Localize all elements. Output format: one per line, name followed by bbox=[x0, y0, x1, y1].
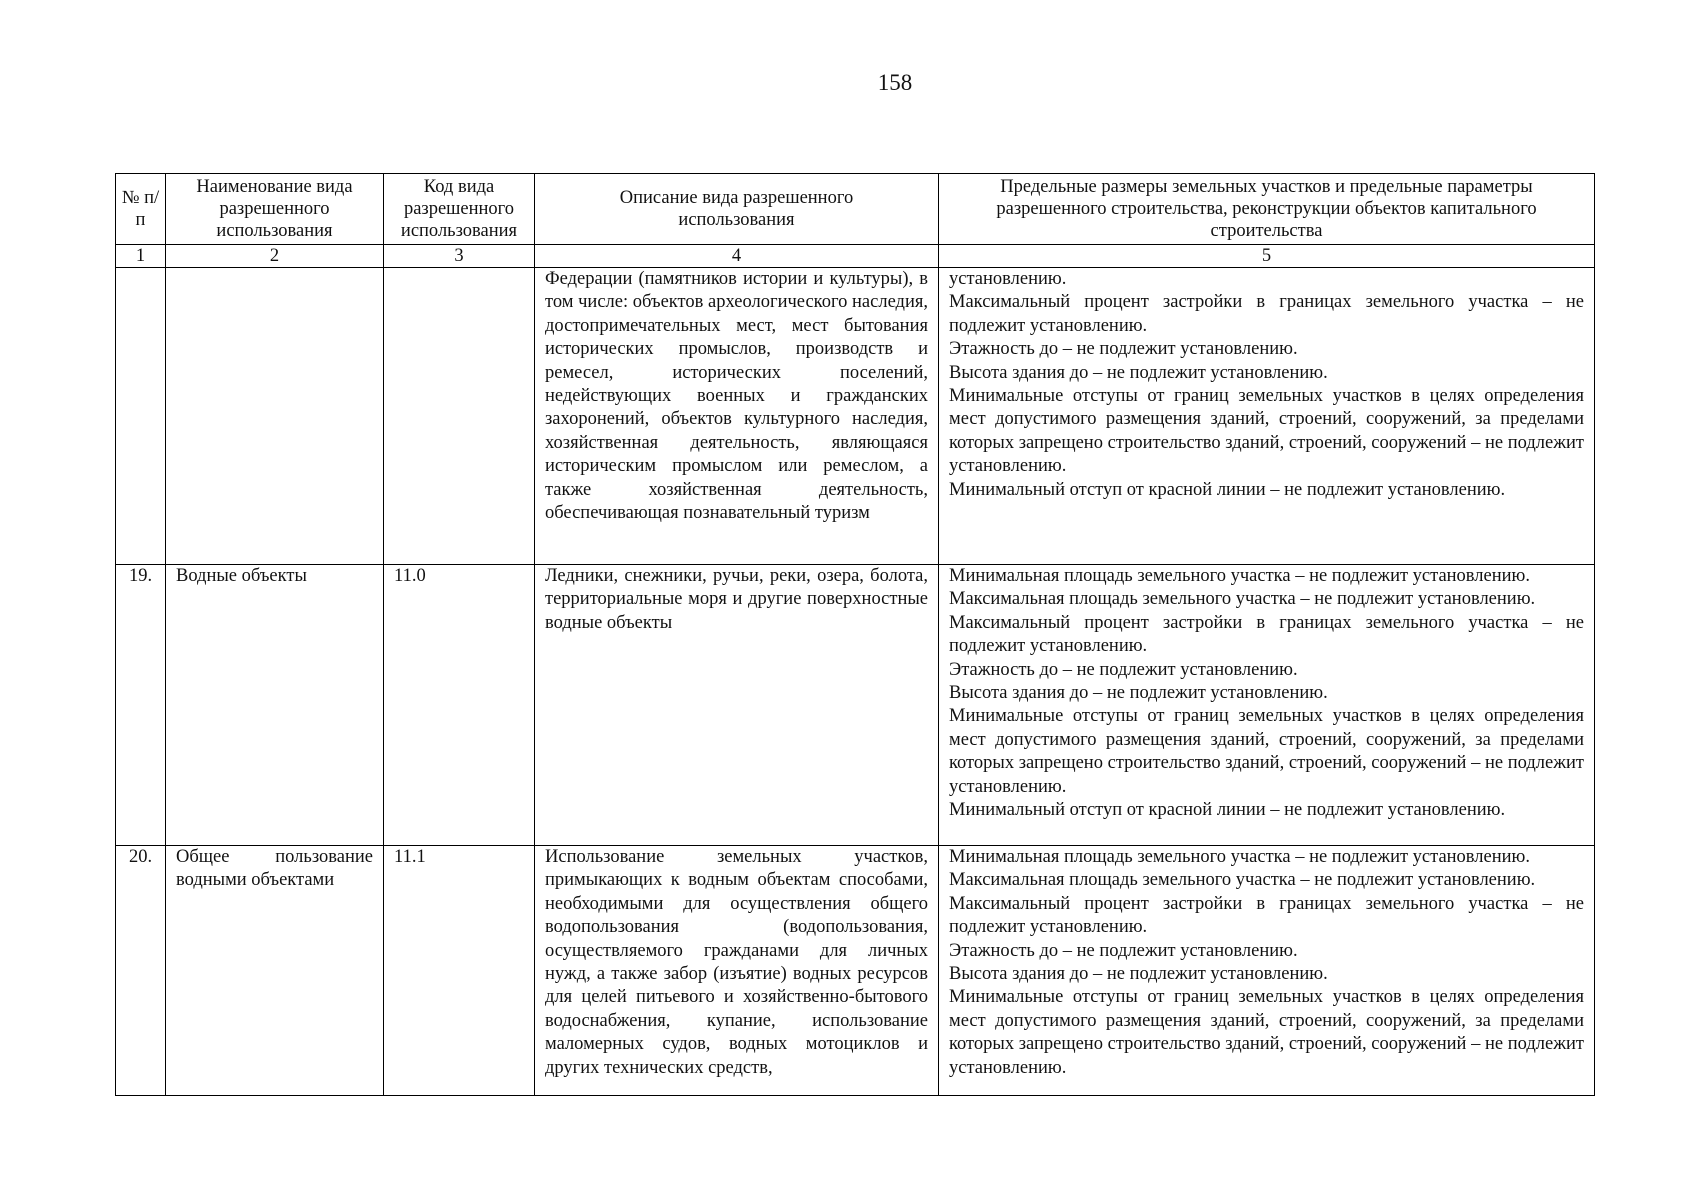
row-number: 20. bbox=[116, 846, 166, 1096]
column-number-row bbox=[116, 245, 1595, 268]
header-name: Наименование вида разрешенного использования bbox=[166, 174, 384, 245]
param-line: Максимальный процент застройки в границах земельного участка – не подлежит установлению. bbox=[949, 893, 1584, 938]
param-line: Максимальная площадь земельного участка – не подлежит установлению. bbox=[949, 589, 1536, 610]
row-params bbox=[939, 268, 1595, 565]
param-line: Минимальные отступы от границ земельных участков в целях определения мест допустимого размещения зданий, строений, сооружений, за пределами которых запрещено строительство зданий, строений, сооружений – не подлежит установлению. bbox=[949, 987, 1584, 1078]
row-description: Ледники, снежники, ручьи, реки, озера, болота, территориальные моря и другие поверхностные водные объекты bbox=[535, 565, 939, 846]
param-line: Максимальный процент застройки в границах земельного участка – не подлежит установлению. bbox=[949, 292, 1584, 336]
page-number: 158 bbox=[877, 70, 913, 95]
column-number: 1 bbox=[116, 245, 166, 268]
param-line: Максимальная площадь земельного участка – не подлежит установлению. bbox=[949, 870, 1536, 891]
header-code: Код вида разрешенного использования bbox=[384, 174, 535, 245]
row-name: Общее пользование водными объектами bbox=[166, 846, 384, 1096]
header-description: Описание вида разрешенного использования bbox=[535, 174, 939, 245]
column-number: 2 bbox=[166, 245, 384, 268]
param-line: Минимальный отступ от красной линии – не подлежит установлению. bbox=[949, 479, 1506, 500]
row-params bbox=[939, 846, 1595, 1096]
row-number bbox=[116, 268, 166, 565]
table-row bbox=[116, 846, 1595, 1096]
row-name: Водные объекты bbox=[166, 565, 384, 846]
column-number: 4 bbox=[535, 245, 939, 268]
header-num: № п/п bbox=[116, 174, 166, 245]
param-line: установлению. bbox=[949, 269, 1067, 289]
param-line: Минимальные отступы от границ земельных участков в целях определения мест допустимого размещения зданий, строений, сооружений, за пределами которых запрещено строительство зданий, строений, сооружений – не подлежит установлению. bbox=[949, 706, 1584, 797]
param-line: Минимальный отступ от красной линии – не подлежит установлению. bbox=[949, 800, 1506, 821]
row-description: Федерации (памятников истории и культуры), в том числе: объектов археологического наследия, достопримечательных мест, мест бытования исторических промыслов, производств и ремесел, исторических поселений, недействующих военных и гражданских захоронений, объектов культурного наследия, хозяйственная деятельность, являющаяся историческим промыслом или ремеслом, а также хозяйственная деятельность, обеспечивающая познавательный туризм bbox=[535, 268, 939, 565]
row-name bbox=[166, 268, 384, 565]
param-line: Высота здания до – не подлежит установлению. bbox=[949, 964, 1328, 985]
param-line: Высота здания до – не подлежит установлению. bbox=[949, 362, 1328, 383]
table-row bbox=[116, 565, 1595, 846]
param-line: Высота здания до – не подлежит установлению. bbox=[949, 683, 1328, 704]
row-code: 11.1 bbox=[384, 846, 535, 1096]
table-header-row bbox=[116, 174, 1595, 245]
table-row bbox=[116, 268, 1595, 565]
row-code bbox=[384, 268, 535, 565]
column-number: 3 bbox=[384, 245, 535, 268]
param-line: Этажность до – не подлежит установлению. bbox=[949, 659, 1298, 680]
param-line: Этажность до – не подлежит установлению. bbox=[949, 339, 1298, 360]
header-params: Предельные размеры земельных участков и предельные параметры разрешенного строительства, реконструкции объектов капитального строительства bbox=[939, 174, 1595, 245]
row-description: Использование земельных участков, примыкающих к водным объектам способами, необходимыми для осуществления общего водопользования (водопользования, осуществляемого гражданами для личных нужд, а также забор (изъятие) водных ресурсов для целей питьевого и хозяйственно-бытового водоснабжения, купание, использование маломерных судов, водных мотоциклов и других технических средств, bbox=[535, 846, 939, 1096]
param-line: Этажность до – не подлежит установлению. bbox=[949, 940, 1298, 961]
row-params bbox=[939, 565, 1595, 846]
row-code: 11.0 bbox=[384, 565, 535, 846]
param-line: Максимальный процент застройки в границах земельного участка – не подлежит установлению. bbox=[949, 612, 1584, 657]
column-number: 5 bbox=[939, 245, 1595, 268]
param-line: Минимальная площадь земельного участка – не подлежит установлению. bbox=[949, 566, 1530, 586]
param-line: Минимальные отступы от границ земельных участков в целях определения мест допустимого размещения зданий, строений, сооружений, за пределами которых запрещено строительство зданий, строений, сооружений – не подлежит установлению. bbox=[949, 386, 1584, 477]
row-number: 19. bbox=[116, 565, 166, 846]
land-use-table bbox=[115, 173, 1595, 1096]
param-line: Минимальная площадь земельного участка – не подлежит установлению. bbox=[949, 847, 1530, 867]
